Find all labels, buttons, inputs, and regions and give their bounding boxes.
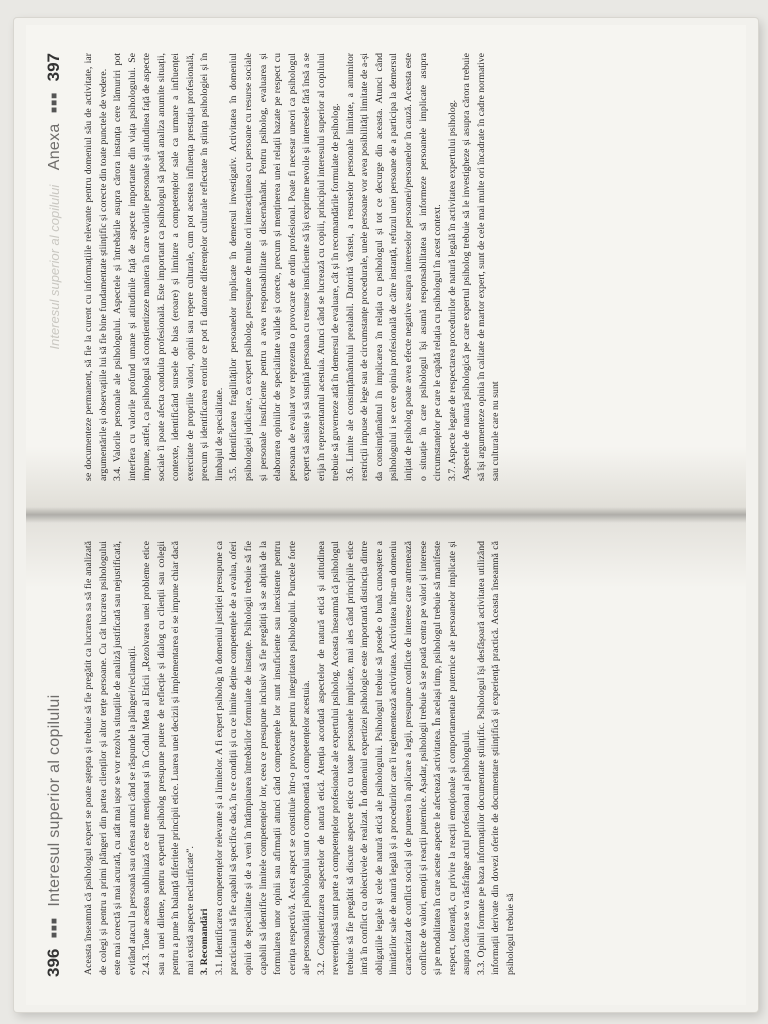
header-separator-dots: ■■■ — [49, 91, 60, 113]
right-page — [26, 25, 746, 515]
book-gutter-shadow — [26, 507, 746, 523]
faint-bleedthrough-header: Interesul superior al copilului — [47, 184, 62, 350]
right-page-number: 397 — [44, 53, 63, 82]
left-page-number: 396 — [44, 948, 63, 977]
right-page-header — [44, 53, 68, 487]
section-heading: 3. Recomandări — [199, 908, 211, 975]
left-paragraph: 3.3. Opinii formate pe baza informațiilor documentate științific. Psihologul își desfășoară activitatea utilizând informații derivate din dovezi oferite de documentare științifică și experiență practică. Aceasta înseamnă că psihologul trebuie să — [475, 541, 516, 975]
book-spread — [26, 25, 746, 1005]
left-running-header: Interesul superior al copilului — [46, 694, 63, 907]
header-separator-dots: ■■■ — [49, 917, 60, 939]
left-paragraph: 3.2. Conștientizarea aspectelor de natură etică. Atenția acordată aspectelor de natură etică și atitudinea reverențioasă sunt parte a competențelor profesionale ale expertului psiholog. Aceasta înseamnă că psihologul trebuie să fie pregătit să discute aspecte etice cu toate persoanele implicate, mai ales când principiile etice intră în conflict cu obiectivele de realizat. În domeniul expertizei psihologice este importantă distincția dintre obligațiile legale și cele de natură etică ale psihologului. Psihologul trebuie să posede o bună cunoaștere a limitărilor sale de natură legală și a procedurilor care îi reglementează activitatea. Activitatea într-un domeniu caracterizat de conflict social și de punerea în aplicare a legii, presupune conflicte de interese care antrenează conflicte de valori, emoții și reacții puternice. Așadar, psihologii trebuie să se poată centra pe valori și interese și pe modalitatea în care aceste aspecte le afectează activitatea. În același timp, psihologul trebuie să manifeste respect, toleranță, cu privire la reacții emoționale și comportamentale puternice ale persoanelor implicate și asupra cărora se va răsfrânge actul profesional al psihologului. — [315, 541, 473, 975]
left-paragraph: 3.1. Identificarea competențelor relevante și a limitelor. A fi expert psiholog în domeniul justiției presupune ca practicianul să fie capabil să specifice dacă, în ce condiții și cu ce limite deține competențele de a evalua, oferi opinii de specialitate și de a veni în întâmpinarea întrebărilor formulate de instanțe. Psihologii trebuie să fie capabili să identifice limitele competențelor lor, ceea ce presupune inclusiv să fie pregătiți să se abțină de la formularea unor opinii sau afirmații atunci când competențele lor sunt insuficiente sau inexistente pentru cerința respectivă. Acest aspect se constituie într-o provocare pentru integritatea psihologului. Punctele forte ale personalității psihologului sunt o componentă a competențelor acestuia. — [213, 541, 313, 975]
right-paragraph: 3.6. Limite ale consimțământului prealabil. Datorită vârstei, a resurselor personale limitate, a anumitor restricții impuse de lege sau de circumstanțe procedurale, unele persoane vor avea posibilități limitate de a-și da consimțământul în implicarea în relația cu psihologul și tot ce decurge din aceasta. Atunci când psihologului i se cere opinia profesională de către instanță, refuzul unei persoane de a participa la demersul inițiat de psiholog poate avea efecte negative asupra intereselor persoanei/persoanelor în cauză. Aceasta este o situație în care psihologul își asumă responsabilitatea să informeze persoanele implicate asupra circumstanțelor pe care le capătă relația cu psihologul în acest context. — [344, 53, 444, 481]
left-page — [26, 515, 746, 1005]
left-paragraph: Aceasta înseamnă că psihologul expert se poate aștepta și trebuie să fie pregătit ca lucrarea sa să fie analizată de colegi și pentru a primi plângeri din partea clienților și altor terțe persoane. Cu cât lucrarea psihologului este mai corectă și mai acurată, cu atât mai ușor se vor rezolva situațiile de analiză justificată sau nejustificată, evitând atacul la persoană sau ofensa atunci când se răspunde la plângeri/reclamații. — [83, 541, 138, 975]
right-page-text — [82, 53, 504, 481]
left-page-header — [44, 543, 68, 977]
right-paragraph: 3.7. Aspecte legate de respectarea procedurilor de natură legală în activitatea expertului psiholog. — [446, 99, 458, 481]
right-running-header: Anexa — [46, 123, 63, 171]
right-paragraph: 3.4. Valorile personale ale psihologului. Aspectele și întrebările asupra cărora instanța cere lămuriri pot interfera cu valorile profund umane și atitudinile față de aspecte importante din viața psihologului. Se impune, astfel, ca psihologul să conștientizeze maniera în care valorile personale și atitudinea față de aspecte sociale îi poate afecta conduita profesională. Este important ca psihologul să poată analiza anumite situații, contexte, identificând sursele de bias (eroare) și limitare a competențelor sale ca urmare a influenței exercitate de propriile valori, opinii sau repere culturale, cum pot acestea influența prestația profesională, precum și identificarea erorilor ce pot fi datorate diferențelor culturale reflectate în știința psihologiei și în limbajul de specialitate. — [112, 53, 225, 481]
right-paragraph: Aspectele de natură psihologică pe care expertul psiholog trebuie să le investigheze și asupra cărora trebuie să își argumenteze opinia în calitate de martor expert, sunt de cele mai multe ori încadrate în cadre normative sau culturale care nu sunt — [461, 53, 502, 481]
left-paragraph: 2.4.3. Toate acestea subliniază ce este menționat și în Codul Meta al Eticii „Rezolvarea unei probleme etice sau a unei dileme, pentru expertul psiholog presupune putere de reflecție și dialog cu clienții sau colegii pentru a pune în balanță diferitele principii etice. Luarea unei decizii și implementarea ei se impune chiar dacă mai există aspecte neclarificate”. — [141, 541, 196, 975]
right-paragraph: se documenteze permanent, să fie la curent cu informațiile relevante pentru domeniul său de activitate, iar argumentările și observațiile lui să fie bine fundamentate științific și corecte din toate punctele de vedere. — [83, 53, 109, 481]
book-photo — [14, 18, 758, 1012]
left-page-text — [82, 541, 518, 975]
right-paragraph: 3.5. Identificarea fragilităților persoanelor implicate în demersul investigativ. Activitatea în domeniul psihologiei judiciare, ca expert psiholog, presupune de multe ori interacțiunea cu persoane cu resurse sociale și personale insuficiente pentru a avea responsabilitate și discernământ. Pentru psiholog, evaluarea și elaborarea opiniilor de specialitate valide și corecte, precum și menținerea unei relații bazate pe respect cu persoana de evaluat vor reprezenta o provocare de ordin profesional. Poate fi necesar uneori ca psihologul expert să asiste și să susțină persoana cu resurse insuficiente să își exprime nevoile și interesele fără însă a se erija în reprezentantul acestuia. Atunci când se lucrează cu copiii, principiul interesului superior al copilului trebuie să guverneze atât în demersul de evaluare, cât și în recomandările formulate de psiholog. — [228, 53, 342, 481]
